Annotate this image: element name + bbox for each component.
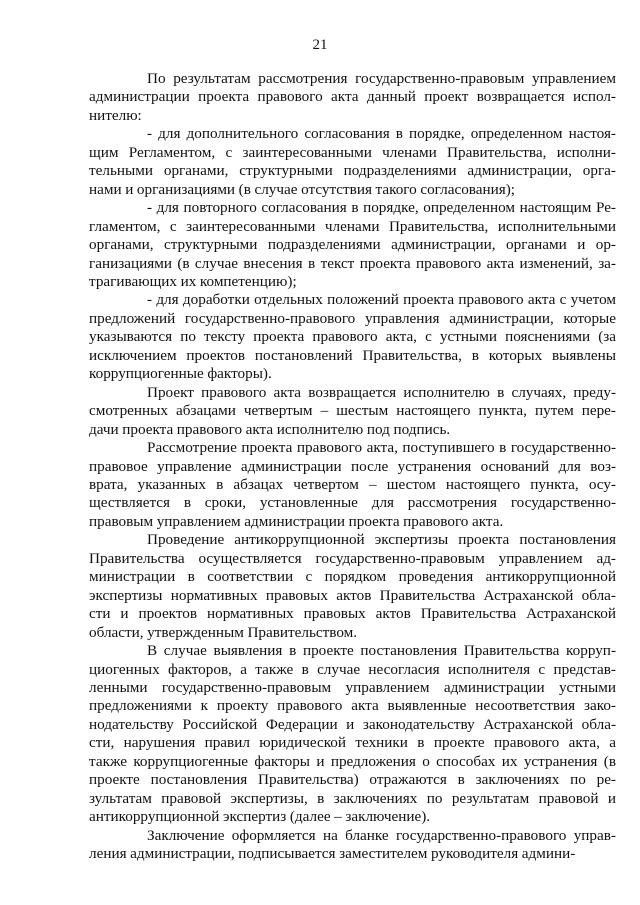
- text-line: администрации проекта правового акта данный проект возвращается испол-: [89, 88, 616, 106]
- text-line: проекте постановления Правительства) отражаются в заключениях по ре-: [89, 771, 616, 789]
- text-line: тельными органами, структурными подразделениями администрации, орга-: [89, 162, 616, 180]
- text-line: смотренных абзацами четвертым – шестым настоящего пункта, путем пере-: [89, 402, 616, 420]
- text-line: Проект правового акта возвращается исполнителю в случаях, преду-: [147, 383, 616, 401]
- paragraph: [89, 291, 616, 383]
- text-line: трагивающих их компетенцию);: [89, 272, 297, 290]
- text-line: зультатам правовой экспертизы, в заключениях по результатам правовой и: [89, 789, 616, 807]
- paragraph: [89, 70, 616, 125]
- text-line: предложениями к проекту правового акта выявленные несоответствия зако-: [89, 697, 616, 715]
- text-line: гламентом, с заинтересованными членами Правительства, исполнительными: [89, 217, 616, 235]
- paragraph: [89, 642, 616, 827]
- text-line: исключением проектов постановлений Правительства, в которых выявлены: [89, 346, 616, 364]
- text-line: нодательству Российской Федерации и законодательству Астраханской обла-: [89, 715, 616, 733]
- text-line: сти и проектов нормативных правовых актов Правительства Астраханской: [89, 605, 616, 623]
- text-line: правовое управление администрации после устранения оснований для воз-: [89, 457, 616, 475]
- text-line: врата, указанных в абзацах четвертом – шестом настоящего пункта, осу-: [89, 475, 616, 493]
- text-line: коррупциогенные факторы).: [89, 365, 272, 383]
- text-line: предложений государственно-правового управления администрации, которые: [89, 309, 616, 327]
- text-line: министрации в соответствии с порядком проведения антикоррупционной: [89, 568, 616, 586]
- paragraph: [89, 439, 616, 531]
- text-line: органами, структурными подразделениями администрации, органами и ор-: [89, 236, 616, 254]
- text-line: щим Регламентом, с заинтересованными членами Правительства, исполни-: [89, 143, 616, 161]
- paragraph: [89, 827, 616, 864]
- text-line: также коррупциогенные факторы и предложения о способах их устранения (в: [89, 752, 616, 770]
- text-line: ществляется в сроки, установленные для рассмотрения государственно-: [89, 494, 616, 512]
- text-line: Правительства осуществляется государственно-правовым управлением ад-: [89, 549, 616, 567]
- text-line: ганизациями (в случае внесения в текст проекта правового акта изменений, за-: [89, 254, 616, 272]
- text-line: дачи проекта правового акта исполнителю под подпись.: [89, 420, 451, 438]
- text-line: Рассмотрение проекта правового акта, поступившего в государственно-: [147, 439, 616, 457]
- text-line: экспертизы нормативных правовых актов Правительства Астраханской обла-: [89, 586, 616, 604]
- text-line: области, утвержденным Правительством.: [89, 623, 358, 641]
- paragraph: [89, 531, 616, 642]
- text-line: нами и организациями (в случае отсутствия такого согласования);: [89, 180, 516, 198]
- text-line: По результатам рассмотрения государственно-правовым управлением: [147, 70, 616, 87]
- text-line: - для доработки отдельных положений проекта правового акта с учетом: [147, 291, 616, 309]
- text-line: Заключение оформляется на бланке государственно-правового управ-: [147, 826, 616, 844]
- paragraph: [89, 199, 616, 291]
- text-line: ленными государственно-правовым управлением администрации устными: [89, 678, 616, 696]
- text-line: циогенных факторов, а также в случае несогласия исполнителя с представ-: [89, 660, 616, 678]
- document-body: [89, 70, 616, 863]
- page-number: 21: [312, 37, 328, 53]
- text-line: правовым управлением администрации проекта правового акта.: [89, 512, 504, 530]
- text-line: - для дополнительного согласования в порядке, определенном настоя-: [147, 125, 616, 143]
- text-line: указываются по тексту проекта правового акта, с устными пояснениями (за: [89, 328, 616, 346]
- text-line: ления администрации, подписывается заместителем руководителя админи-: [89, 845, 576, 863]
- text-line: антикоррупционной экспертиз (далее – заключение).: [89, 808, 431, 826]
- paragraph: [89, 384, 616, 439]
- text-line: В случае выявления в проекте постановления Правительства корруп-: [147, 642, 616, 660]
- text-line: - для повторного согласования в порядке, определенном настоящим Ре-: [147, 199, 616, 217]
- text-line: Проведение антикоррупционной экспертизы проекта постановления: [147, 531, 616, 549]
- text-line: сти, нарушения правил юридической техники в проекте правового акта, а: [89, 734, 616, 752]
- paragraph: [89, 125, 616, 199]
- text-line: нителю:: [89, 106, 142, 124]
